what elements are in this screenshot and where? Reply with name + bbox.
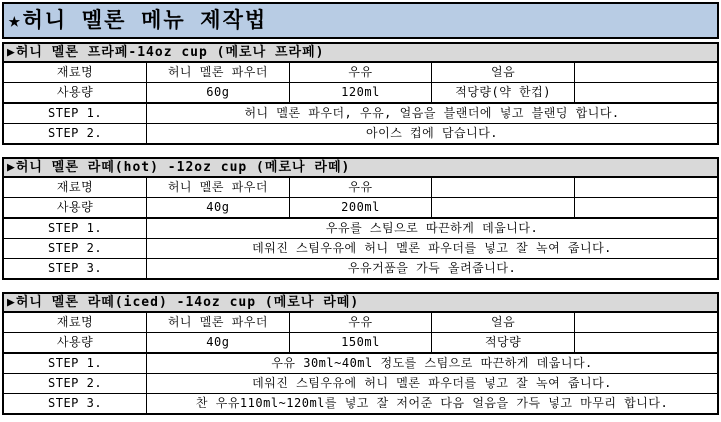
- step-description: 데워진 스팀우유에 허니 멜론 파우더를 넣고 잘 녹여 줍니다.: [147, 239, 717, 259]
- ingredient-cell: [574, 178, 717, 198]
- ingredient-cell: [432, 178, 575, 198]
- row-header-cell: 재료명: [4, 313, 147, 333]
- step-label: STEP 3.: [4, 259, 147, 279]
- step-description: 우유를 스팀으로 따끈하게 데웁니다.: [147, 218, 717, 239]
- step-row: [4, 374, 717, 394]
- section-latte-iced-table: [4, 313, 717, 413]
- step-label: STEP 1.: [4, 218, 147, 239]
- ingredient-name-row: [4, 313, 717, 333]
- ingredient-name-row: [4, 63, 717, 83]
- section-frappe-table: [4, 63, 717, 143]
- row-header-cell: 재료명: [4, 178, 147, 198]
- ingredient-amount-row: [4, 333, 717, 354]
- row-header-cell: 재료명: [4, 63, 147, 83]
- amount-cell: [432, 198, 575, 219]
- ingredient-cell: 허니 멜론 파우더: [147, 313, 290, 333]
- step-row: [4, 103, 717, 124]
- ingredient-cell: 얼음: [432, 313, 575, 333]
- ingredient-cell: 얼음: [432, 63, 575, 83]
- ingredient-cell: 우유: [289, 313, 432, 333]
- amount-cell: 200ml: [289, 198, 432, 219]
- amount-cell: [574, 198, 717, 219]
- page-title: ★허니 멜론 메뉴 제작법: [2, 2, 719, 39]
- section-frappe: [2, 42, 719, 145]
- ingredient-cell: 우유: [289, 63, 432, 83]
- row-header-cell: 사용량: [4, 198, 147, 219]
- section-latte-hot: [2, 157, 719, 280]
- step-label: STEP 1.: [4, 103, 147, 124]
- step-row: [4, 259, 717, 279]
- section-latte-hot-title: ▶허니 멜론 라떼(hot) -12oz cup (메로나 라떼): [4, 159, 717, 178]
- section-latte-iced: [2, 292, 719, 415]
- amount-cell: 적당량: [432, 333, 575, 354]
- amount-cell: 150ml: [289, 333, 432, 354]
- ingredient-cell: [574, 313, 717, 333]
- ingredient-cell: 우유: [289, 178, 432, 198]
- amount-cell: [574, 333, 717, 354]
- amount-cell: 적당량(약 한컵): [432, 83, 575, 104]
- ingredient-cell: [574, 63, 717, 83]
- step-label: STEP 2.: [4, 239, 147, 259]
- step-label: STEP 2.: [4, 374, 147, 394]
- step-row: [4, 124, 717, 144]
- row-header-cell: 사용량: [4, 333, 147, 354]
- step-description: 우유 30ml~40ml 정도를 스팀으로 따끈하게 데웁니다.: [147, 353, 717, 374]
- step-description: 우유거품을 가득 올려줍니다.: [147, 259, 717, 279]
- section-frappe-title: ▶허니 멜론 프라페-14oz cup (메로나 프라페): [4, 44, 717, 63]
- step-description: 허니 멜론 파우더, 우유, 얼음을 블랜더에 넣고 블랜딩 합니다.: [147, 103, 717, 124]
- step-row: [4, 353, 717, 374]
- step-label: STEP 2.: [4, 124, 147, 144]
- step-description: 찬 우유110ml~120ml를 넣고 잘 저어준 다음 얼음을 가득 넣고 마무리 합니다.: [147, 394, 717, 414]
- step-description: 아이스 컵에 담습니다.: [147, 124, 717, 144]
- step-label: STEP 1.: [4, 353, 147, 374]
- step-row: [4, 394, 717, 414]
- ingredient-amount-row: [4, 198, 717, 219]
- section-latte-hot-table: [4, 178, 717, 278]
- step-row: [4, 239, 717, 259]
- ingredient-amount-row: [4, 83, 717, 104]
- ingredient-cell: 허니 멜론 파우더: [147, 63, 290, 83]
- step-description: 데워진 스팀우유에 허니 멜론 파우더를 넣고 잘 녹여 줍니다.: [147, 374, 717, 394]
- section-latte-iced-title: ▶허니 멜론 라떼(iced) -14oz cup (메로나 라떼): [4, 294, 717, 313]
- ingredient-name-row: [4, 178, 717, 198]
- amount-cell: 40g: [147, 333, 290, 354]
- step-label: STEP 3.: [4, 394, 147, 414]
- amount-cell: [574, 83, 717, 104]
- amount-cell: 60g: [147, 83, 290, 104]
- step-row: [4, 218, 717, 239]
- row-header-cell: 사용량: [4, 83, 147, 104]
- amount-cell: 40g: [147, 198, 290, 219]
- amount-cell: 120ml: [289, 83, 432, 104]
- ingredient-cell: 허니 멜론 파우더: [147, 178, 290, 198]
